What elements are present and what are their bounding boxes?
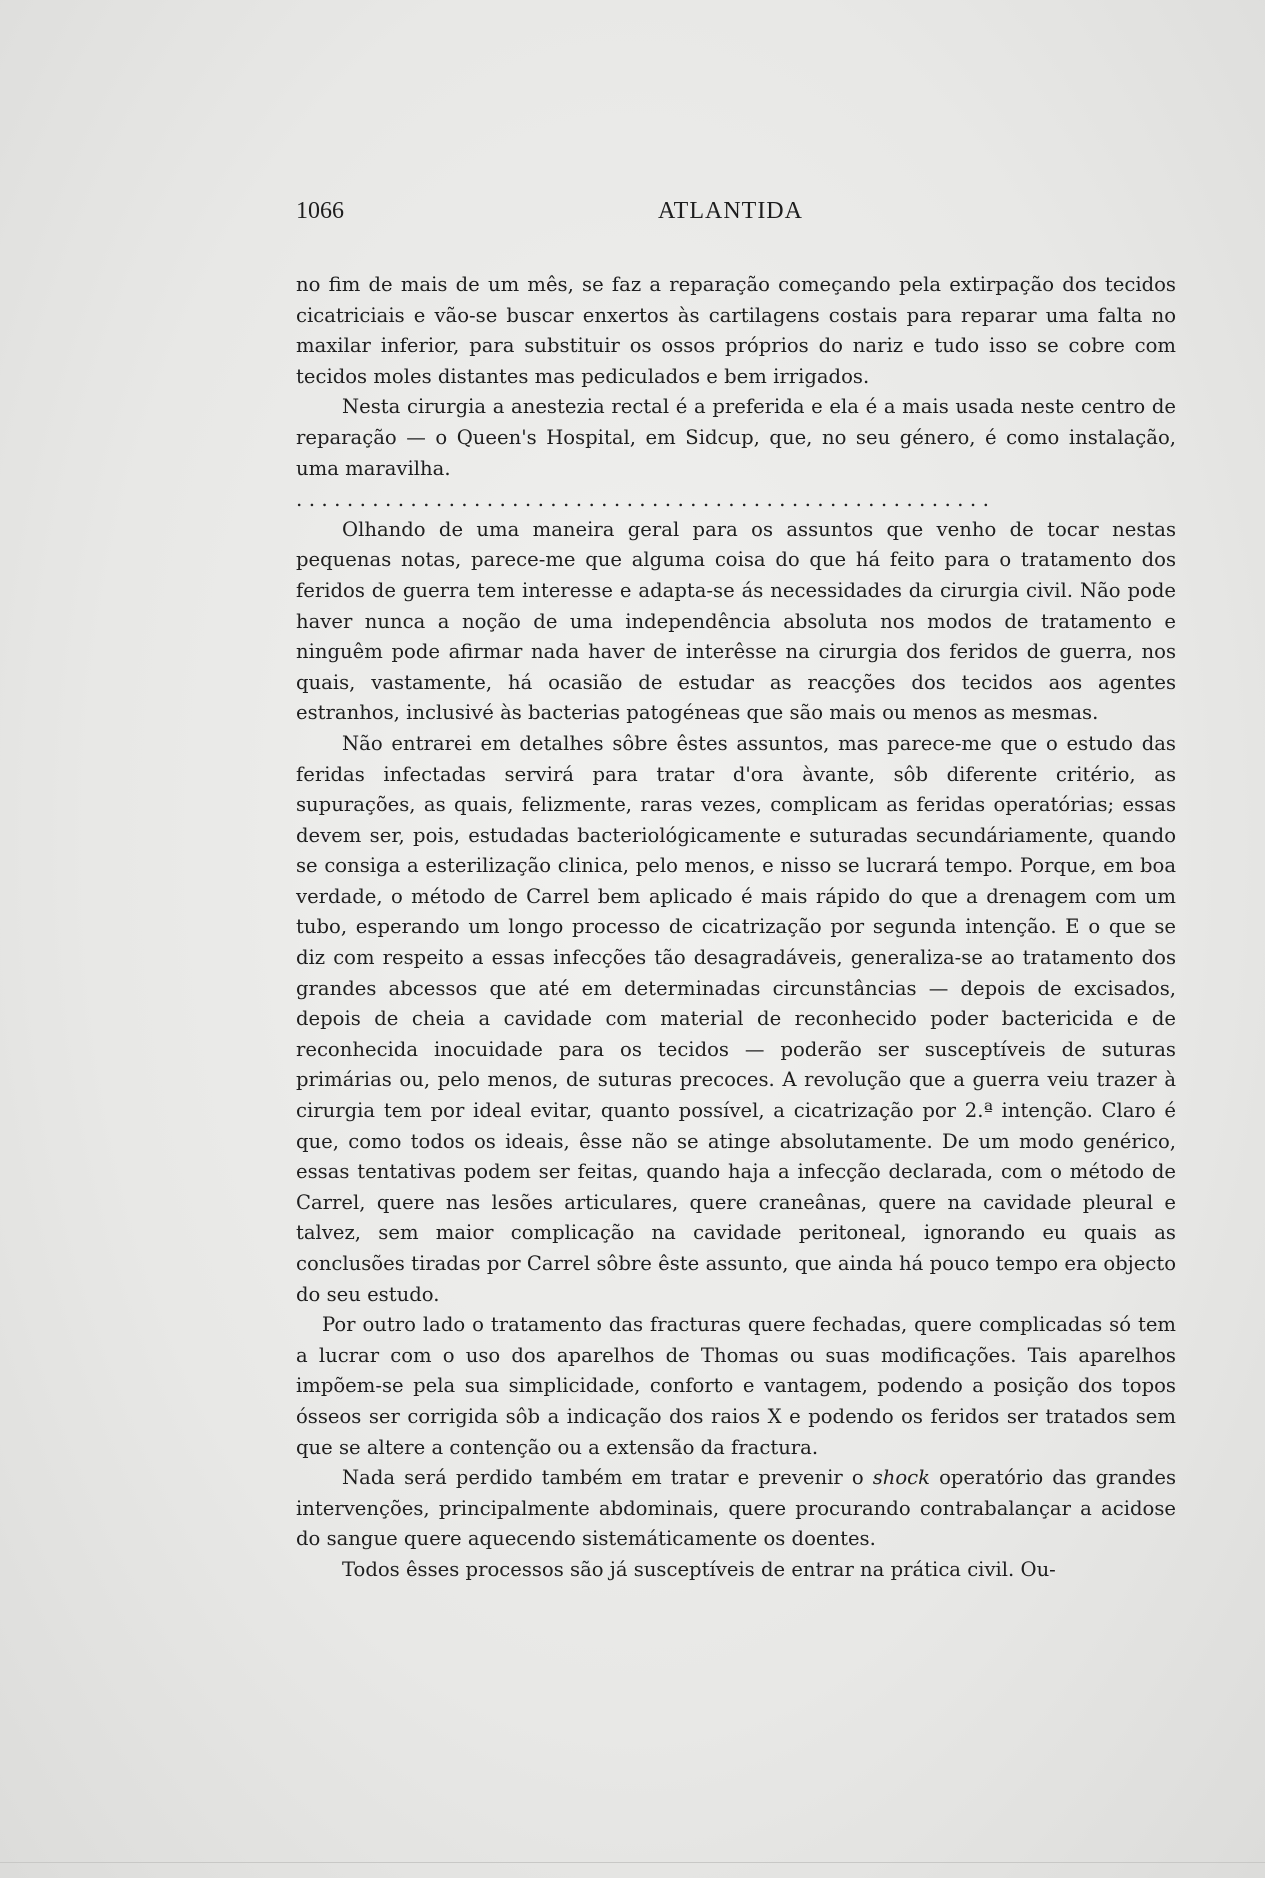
running-title: ATLANTIDA: [658, 198, 803, 224]
page-edge-line: [0, 1862, 1265, 1863]
paragraph: Olhando de uma maneira geral para os assuntos que venho de tocar nestas pequenas notas, parece-me que alguma coisa do que há feito para o tratamento dos feridos de guerra tem interesse e adapta-se ás necessidades da cirurgia civil. Não pode haver nunca a noção de uma independência absoluta nos modos de tratamento e ninguêm pode afirmar nada haver de interêsse na cirurgia dos feridos de guerra, nos quais, vastamente, há ocasião de estudar as reacções dos tecidos aos agentes estranhos, inclusivé às bacterias patogéneas que são mais ou menos as mesmas.: [296, 517, 1176, 725]
page-number: 1066: [296, 198, 344, 224]
section-separator: . . . . . . . . . . . . . . . . . . . . . . . . . . . . . . . . . . . . . . . . . . . . . . . . . . . . . . .: [296, 487, 989, 512]
paragraph: Nesta cirurgia a anestezia rectal é a preferida e ela é a mais usada neste centro de reparação — o Queen's Hospital, em Sidcup, que, no seu género, é como instalação, uma maravilha.: [296, 395, 1176, 480]
paragraph: Por outro lado o tratamento das fracturas quere fechadas, quere complicadas só tem a lucrar com o uso dos aparelhos de Thomas ou suas modificações. Tais aparelhos impõem-se pela sua simplicidade, conforto e vantagem, podendo a posição dos topos ósseos ser corrigida sôb a indicação dos raios X e podendo os feridos ser tratados sem que se altere a contenção ou a extensão da fractura.: [296, 1313, 1176, 1459]
emphasized-term: shock: [872, 1466, 931, 1490]
paragraph: Não entrarei em detalhes sôbre êstes assuntos, mas parece-me que o estudo das feridas infectadas servirá para tratar d'ora àvante, sôb diferente critério, as supurações, as quais, felizmente, raras vezes, complicam as feridas operatórias; essas devem ser, pois, estudadas bacteriológicamente e suturadas secundáriamente, quando se consiga a esterilização clinica, pelo menos, e nisso se lucrará tempo. Porque, em boa verdade, o método de Carrel bem aplicado é mais rápido do que a drenagem com um tubo, esperando um longo processo de cicatrização por segunda intenção. E o que se diz com respeito a essas infecções tão desagradáveis, generaliza-se ao tratamento dos grandes abcessos que até em determinadas circunstâncias — depois de excisados, depois de cheia a cavidade com material de reconhecido poder bactericida e de reconhecida inocuidade para os tecidos — poderão ser susceptíveis de suturas primárias ou, pelo menos, de suturas precoces. A revolução que a guerra veiu trazer à cirurgia tem por ideal evitar, quanto possível, a cicatrização por 2.ª intenção. Claro é que, como todos os ideais, êsse não se atinge absolutamente. De um modo genérico, essas tentativas podem ser feitas, quando haja a infecção declarada, com o método de Carrel, quere nas lesões articulares, quere craneânas, quere na cavidade pleural e talvez, sem maior complicação na cavidade peritoneal, ignorando eu quais as conclusões tiradas por Carrel sôbre êste assunto, que ainda há pouco tempo era objecto do seu estudo.: [296, 731, 1176, 1306]
page-header: [296, 198, 1180, 232]
paragraph-text: operatório das grandes intervenções, principalmente abdominais, quere procurando contrabalançar a acidose do sangue quere aquecendo sistemáticamente os doentes.: [296, 1466, 1176, 1551]
paragraph: [296, 1463, 1176, 1555]
body-text: [296, 270, 1176, 1586]
paragraph: no fim de mais de um mês, se faz a reparação começando pela extirpação dos tecidos cicatriciais e vão-se buscar enxertos às cartilagens costais para reparar uma falta no maxilar inferior, para substituir os ossos próprios do nariz e tudo isso se cobre com tecidos moles distantes mas pediculados e bem irrigados.: [296, 273, 1176, 388]
paragraph-text: Nada será perdido também em tratar e prevenir o: [342, 1466, 873, 1490]
paragraph: Todos êsses processos são já susceptíveis de entrar na prática civil. Ou-: [342, 1557, 1056, 1581]
